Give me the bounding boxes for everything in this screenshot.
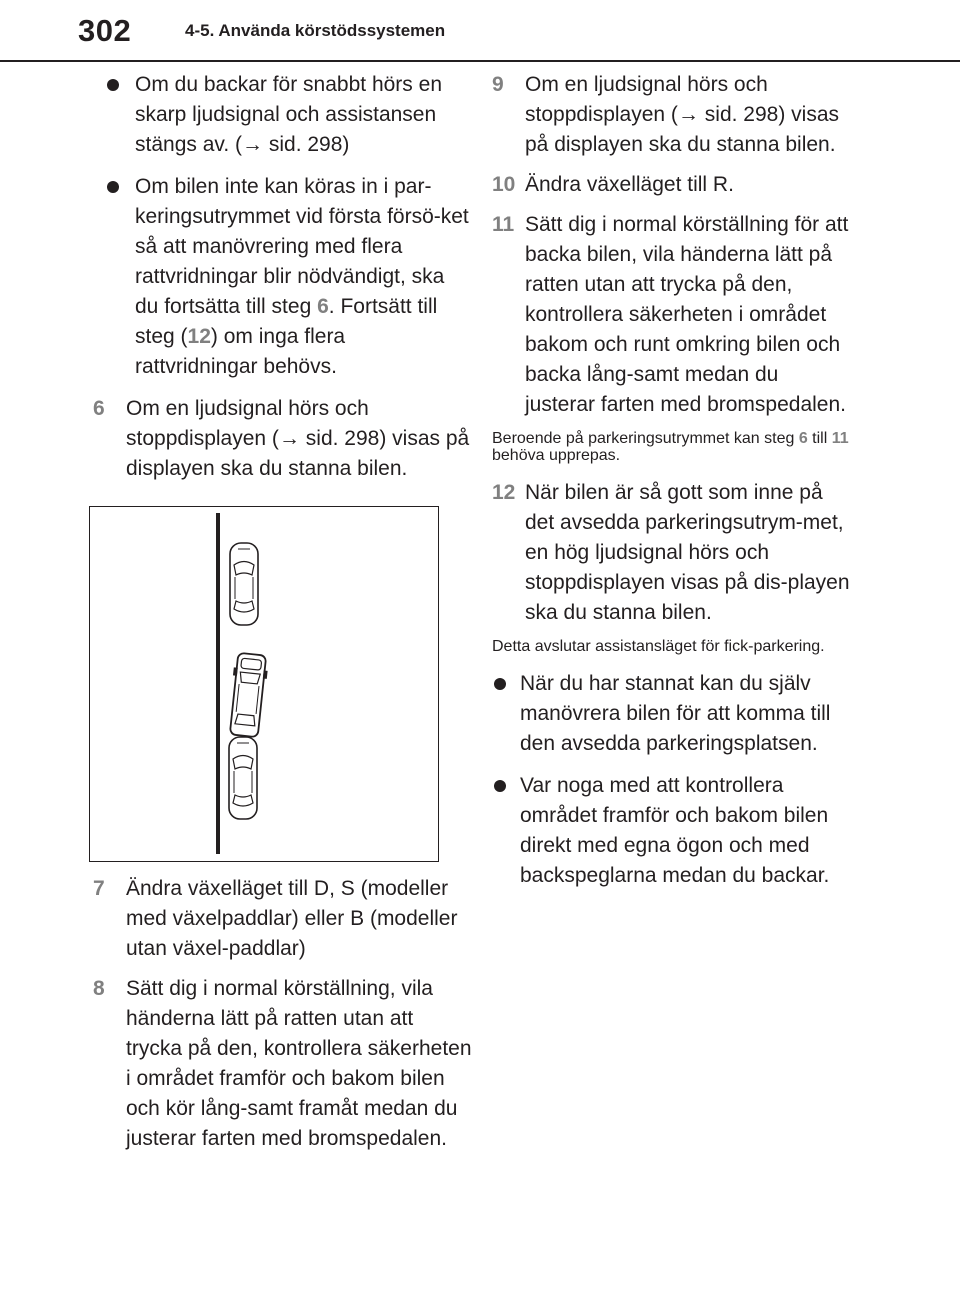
bullet-manual-maneuver: När du har stannat kan du själv manövrera bilen för att komma till den avsedda parkeringsplatsen. bbox=[492, 669, 852, 759]
step-12: 12 När bilen är så gott som inne på det avsedda parkeringsutrym-met, en hög ljudsignal hörs och stoppdisplayen visas på dis-playen ska du stanna bilen. bbox=[492, 478, 852, 628]
parking-diagram bbox=[90, 507, 437, 860]
step-8: 8 Sätt dig i normal körställning, vila händerna lätt på ratten utan att trycka på den, kontrollera säkerheten i området framför och bakom bilen och kör lång-samt framåt medan du justerar farten med bromspedalen. bbox=[93, 974, 473, 1154]
parked-car-front-icon bbox=[230, 543, 258, 625]
step-reference-6: 6 bbox=[317, 295, 329, 318]
step-number: 9 bbox=[492, 73, 504, 96]
page-header bbox=[0, 0, 960, 62]
step-number: 11 bbox=[492, 213, 515, 236]
step-10: 10 Ändra växelläget till R. bbox=[492, 170, 852, 200]
parallel-parking-illustration bbox=[89, 506, 439, 862]
note-assistance-ends: Detta avslutar assistansläget för fick-parkering. bbox=[492, 638, 825, 655]
bullet-dot bbox=[494, 780, 506, 792]
step-number: 7 bbox=[93, 877, 105, 900]
step-9: 9 Om en ljudsignal hörs och stoppdisplayen (→ sid. 298) visas på displayen ska du stanna bilen. bbox=[492, 70, 852, 160]
note-repeat-steps: Beroende på parkeringsutrymmet kan steg 6 till 11 behöva upprepas. bbox=[492, 430, 849, 464]
step-number: 12 bbox=[492, 481, 516, 504]
bullet-multiple-turns: Om bilen inte kan köras in i par-keringsutrymmet vid första försö-ket så att manövrering med flera rattvridningar blir nödvändigt, ska du fortsätta till steg 6. Fortsätt till steg (12) om inga flera rattvridningar behövs. bbox=[93, 172, 473, 382]
arrow-icon: → bbox=[677, 103, 699, 126]
step-number: 6 bbox=[93, 397, 105, 420]
section-title: 4-5. Använda körstödssystemen bbox=[185, 21, 446, 40]
left-column bbox=[93, 70, 473, 1164]
step-reference-6: 6 bbox=[798, 430, 808, 447]
right-column bbox=[492, 70, 852, 903]
step-11: 11 Sätt dig i normal körställning för att backa bilen, vila händerna lätt på ratten utan att trycka på den, kontrollera säkerheten i området bakom och runt omkring bilen och backa lång-samt medan du justerar farten med bromspedalen. bbox=[492, 210, 852, 420]
step-number: 8 bbox=[93, 977, 105, 1000]
step-reference-12: 12 bbox=[187, 325, 211, 348]
step-6: 6 Om en ljudsignal hörs och stoppdisplayen (→ sid. 298) visas på displayen ska du stanna bilen. bbox=[93, 394, 473, 484]
step-number: 10 bbox=[492, 173, 516, 196]
step-reference-11: 11 bbox=[831, 430, 849, 447]
bullet-dot bbox=[107, 181, 119, 193]
bullet-dot bbox=[107, 79, 119, 91]
bullet-check-surroundings: Var noga med att kontrollera området framför och bakom bilen direkt med egna ögon och med backspeglarna medan du backar. bbox=[492, 771, 852, 891]
header-rule bbox=[0, 60, 960, 62]
page-reference-link[interactable]: sid. 298) bbox=[704, 103, 786, 126]
parked-car-rear-icon bbox=[229, 737, 257, 819]
bullet-backing-too-fast: Om du backar för snabbt hörs en skarp ljudsignal och assistansen stängs av. (→ sid. 298) bbox=[93, 70, 473, 160]
page-reference-link[interactable]: sid. 298) bbox=[305, 427, 387, 450]
page-number: 302 bbox=[78, 13, 132, 48]
bullet-dot bbox=[494, 678, 506, 690]
page-reference-link[interactable]: sid. 298) bbox=[268, 133, 350, 156]
step-7: 7 Ändra växelläget till D, S (modeller med växelpaddlar) eller B (modeller utan växel-paddlar) bbox=[93, 874, 473, 964]
arrow-icon: → bbox=[242, 133, 263, 156]
arrow-icon: → bbox=[278, 427, 300, 450]
own-car-maneuvering-icon bbox=[227, 652, 269, 737]
